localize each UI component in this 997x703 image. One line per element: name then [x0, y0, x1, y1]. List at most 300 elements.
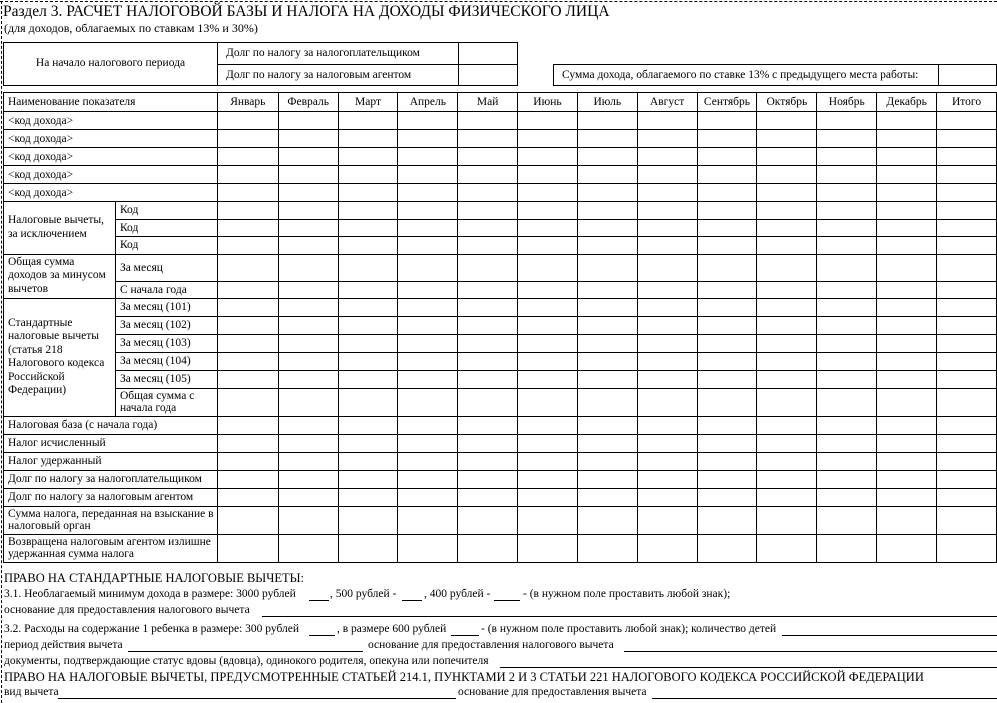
value-cell[interactable]	[518, 488, 578, 506]
value-cell[interactable]	[817, 316, 877, 334]
value-cell[interactable]	[518, 166, 578, 184]
income-code-cell[interactable]: <код дохода>	[4, 112, 218, 130]
value-cell[interactable]	[458, 237, 518, 255]
value-cell[interactable]	[877, 488, 937, 506]
value-cell[interactable]	[757, 506, 817, 534]
value-cell[interactable]	[937, 219, 997, 237]
value-cell[interactable]	[458, 470, 518, 488]
value-cell[interactable]	[697, 470, 757, 488]
value-cell[interactable]	[637, 534, 697, 562]
value-cell[interactable]	[338, 148, 398, 166]
deduction-code[interactable]: Код	[115, 237, 217, 255]
value-cell[interactable]	[637, 148, 697, 166]
value-cell[interactable]	[577, 166, 637, 184]
value-cell[interactable]	[817, 470, 877, 488]
value-cell[interactable]	[217, 184, 278, 202]
value-cell[interactable]	[278, 202, 338, 220]
value-cell[interactable]	[398, 254, 458, 281]
value-cell[interactable]	[637, 166, 697, 184]
value-cell[interactable]	[518, 184, 578, 202]
value-cell[interactable]	[817, 219, 877, 237]
value-cell[interactable]	[937, 434, 997, 452]
value-cell[interactable]	[577, 434, 637, 452]
value-cell[interactable]	[398, 388, 458, 416]
p31-500-field[interactable]	[402, 600, 422, 601]
value-cell[interactable]	[637, 184, 697, 202]
value-cell[interactable]	[697, 534, 757, 562]
value-cell[interactable]	[817, 370, 877, 388]
basis2-field[interactable]	[624, 651, 997, 652]
value-cell[interactable]	[217, 370, 278, 388]
value-cell[interactable]	[817, 148, 877, 166]
value-cell[interactable]	[518, 202, 578, 220]
value-cell[interactable]	[577, 370, 637, 388]
value-cell[interactable]	[697, 334, 757, 352]
value-cell[interactable]	[217, 130, 278, 148]
value-cell[interactable]	[518, 470, 578, 488]
value-cell[interactable]	[937, 202, 997, 220]
p32-600-field[interactable]	[451, 635, 479, 636]
value-cell[interactable]	[398, 434, 458, 452]
value-cell[interactable]	[577, 452, 637, 470]
value-cell[interactable]	[757, 470, 817, 488]
value-cell[interactable]	[757, 416, 817, 434]
value-cell[interactable]	[817, 434, 877, 452]
value-cell[interactable]	[577, 184, 637, 202]
value-cell[interactable]	[217, 316, 278, 334]
value-cell[interactable]	[518, 237, 578, 255]
value-cell[interactable]	[458, 416, 518, 434]
value-cell[interactable]	[338, 298, 398, 316]
income-code-cell[interactable]: <код дохода>	[4, 184, 218, 202]
value-cell[interactable]	[697, 202, 757, 220]
value-cell[interactable]	[577, 219, 637, 237]
value-cell[interactable]	[757, 237, 817, 255]
value-cell[interactable]	[757, 434, 817, 452]
value-cell[interactable]	[398, 370, 458, 388]
value-cell[interactable]	[937, 470, 997, 488]
value-cell[interactable]	[398, 202, 458, 220]
value-cell[interactable]	[697, 298, 757, 316]
value-cell[interactable]	[637, 388, 697, 416]
value-cell[interactable]	[518, 148, 578, 166]
value-cell[interactable]	[278, 130, 338, 148]
value-cell[interactable]	[637, 130, 697, 148]
value-cell[interactable]	[338, 130, 398, 148]
value-cell[interactable]	[697, 388, 757, 416]
value-cell[interactable]	[817, 202, 877, 220]
value-cell[interactable]	[577, 352, 637, 370]
value-cell[interactable]	[697, 452, 757, 470]
value-cell[interactable]	[937, 281, 997, 298]
value-cell[interactable]	[458, 334, 518, 352]
value-cell[interactable]	[877, 352, 937, 370]
value-cell[interactable]	[877, 219, 937, 237]
children-count-field[interactable]	[782, 635, 997, 636]
value-cell[interactable]	[817, 254, 877, 281]
value-cell[interactable]	[518, 452, 578, 470]
value-cell[interactable]	[877, 506, 937, 534]
value-cell[interactable]	[757, 316, 817, 334]
value-cell[interactable]	[338, 452, 398, 470]
value-cell[interactable]	[577, 416, 637, 434]
value-cell[interactable]	[217, 416, 278, 434]
value-cell[interactable]	[937, 452, 997, 470]
value-cell[interactable]	[697, 352, 757, 370]
value-cell[interactable]	[278, 370, 338, 388]
value-cell[interactable]	[697, 112, 757, 130]
value-cell[interactable]	[937, 316, 997, 334]
value-cell[interactable]	[398, 506, 458, 534]
value-cell[interactable]	[637, 416, 697, 434]
value-cell[interactable]	[817, 112, 877, 130]
value-cell[interactable]	[937, 352, 997, 370]
value-cell[interactable]	[817, 334, 877, 352]
p32-300-field[interactable]	[309, 635, 335, 636]
value-cell[interactable]	[937, 488, 997, 506]
value-cell[interactable]	[757, 352, 817, 370]
value-cell[interactable]	[817, 166, 877, 184]
docs-field[interactable]	[500, 667, 997, 668]
value-cell[interactable]	[458, 370, 518, 388]
value-cell[interactable]	[817, 130, 877, 148]
value-cell[interactable]	[877, 184, 937, 202]
value-cell[interactable]	[877, 112, 937, 130]
value-cell[interactable]	[518, 334, 578, 352]
value-cell[interactable]	[697, 148, 757, 166]
value-cell[interactable]	[217, 488, 278, 506]
value-cell[interactable]	[278, 112, 338, 130]
value-cell[interactable]	[637, 316, 697, 334]
value-cell[interactable]	[577, 202, 637, 220]
value-cell[interactable]	[338, 316, 398, 334]
value-cell[interactable]	[458, 488, 518, 506]
value-cell[interactable]	[757, 148, 817, 166]
value-cell[interactable]	[757, 130, 817, 148]
value-cell[interactable]	[697, 130, 757, 148]
value-cell[interactable]	[697, 370, 757, 388]
value-cell[interactable]	[518, 506, 578, 534]
value-cell[interactable]	[338, 112, 398, 130]
value-cell[interactable]	[458, 148, 518, 166]
value-cell[interactable]	[458, 202, 518, 220]
value-cell[interactable]	[637, 281, 697, 298]
value-cell[interactable]	[757, 254, 817, 281]
value-cell[interactable]	[217, 334, 278, 352]
value-cell[interactable]	[757, 219, 817, 237]
value-cell[interactable]	[817, 488, 877, 506]
value-cell[interactable]	[398, 148, 458, 166]
value-cell[interactable]	[278, 298, 338, 316]
value-cell[interactable]	[637, 352, 697, 370]
value-cell[interactable]	[338, 202, 398, 220]
value-cell[interactable]	[518, 281, 578, 298]
value-cell[interactable]	[697, 254, 757, 281]
value-cell[interactable]	[278, 470, 338, 488]
value-cell[interactable]	[278, 416, 338, 434]
value-cell[interactable]	[278, 388, 338, 416]
value-cell[interactable]	[637, 254, 697, 281]
value-cell[interactable]	[877, 202, 937, 220]
value-cell[interactable]	[217, 166, 278, 184]
value-cell[interactable]	[217, 352, 278, 370]
value-cell[interactable]	[937, 506, 997, 534]
value-cell[interactable]	[458, 112, 518, 130]
value-cell[interactable]	[278, 219, 338, 237]
value-cell[interactable]	[877, 130, 937, 148]
value-cell[interactable]	[217, 202, 278, 220]
value-cell[interactable]	[518, 112, 578, 130]
value-cell[interactable]	[877, 148, 937, 166]
value-cell[interactable]	[877, 237, 937, 255]
value-cell[interactable]	[577, 334, 637, 352]
value-cell[interactable]	[278, 534, 338, 562]
value-cell[interactable]	[458, 281, 518, 298]
value-cell[interactable]	[398, 219, 458, 237]
value-cell[interactable]	[278, 506, 338, 534]
value-cell[interactable]	[518, 388, 578, 416]
value-cell[interactable]	[398, 316, 458, 334]
value-cell[interactable]	[817, 298, 877, 316]
value-cell[interactable]	[217, 254, 278, 281]
value-cell[interactable]	[817, 452, 877, 470]
value-cell[interactable]	[937, 148, 997, 166]
value-cell[interactable]	[217, 298, 278, 316]
value-cell[interactable]	[637, 334, 697, 352]
value-cell[interactable]	[937, 416, 997, 434]
value-cell[interactable]	[817, 184, 877, 202]
value-cell[interactable]	[637, 488, 697, 506]
value-cell[interactable]	[937, 298, 997, 316]
value-cell[interactable]	[877, 370, 937, 388]
value-cell[interactable]	[757, 112, 817, 130]
value-cell[interactable]	[278, 488, 338, 506]
value-cell[interactable]	[877, 334, 937, 352]
value-cell[interactable]	[577, 316, 637, 334]
value-cell[interactable]	[697, 184, 757, 202]
value-cell[interactable]	[338, 237, 398, 255]
value-cell[interactable]	[217, 506, 278, 534]
value-cell[interactable]	[278, 254, 338, 281]
value-cell[interactable]	[697, 506, 757, 534]
value-cell[interactable]	[757, 452, 817, 470]
value-cell[interactable]	[637, 112, 697, 130]
value-cell[interactable]	[398, 130, 458, 148]
value-cell[interactable]	[937, 370, 997, 388]
value-cell[interactable]	[637, 470, 697, 488]
value-cell[interactable]	[398, 298, 458, 316]
value-cell[interactable]	[637, 298, 697, 316]
value-cell[interactable]	[458, 298, 518, 316]
value-cell[interactable]	[458, 166, 518, 184]
debt-agent-field[interactable]	[458, 64, 518, 86]
value-cell[interactable]	[338, 534, 398, 562]
value-cell[interactable]	[278, 148, 338, 166]
value-cell[interactable]	[518, 534, 578, 562]
value-cell[interactable]	[937, 166, 997, 184]
value-cell[interactable]	[217, 388, 278, 416]
value-cell[interactable]	[877, 434, 937, 452]
value-cell[interactable]	[217, 237, 278, 255]
basis3-field[interactable]	[652, 698, 997, 699]
value-cell[interactable]	[518, 219, 578, 237]
value-cell[interactable]	[518, 298, 578, 316]
value-cell[interactable]	[757, 488, 817, 506]
value-cell[interactable]	[398, 184, 458, 202]
value-cell[interactable]	[338, 488, 398, 506]
value-cell[interactable]	[817, 388, 877, 416]
value-cell[interactable]	[637, 219, 697, 237]
value-cell[interactable]	[338, 184, 398, 202]
value-cell[interactable]	[518, 416, 578, 434]
value-cell[interactable]	[338, 254, 398, 281]
value-cell[interactable]	[697, 434, 757, 452]
value-cell[interactable]	[338, 470, 398, 488]
value-cell[interactable]	[217, 148, 278, 166]
value-cell[interactable]	[877, 254, 937, 281]
value-cell[interactable]	[877, 470, 937, 488]
value-cell[interactable]	[398, 452, 458, 470]
value-cell[interactable]	[817, 237, 877, 255]
income-code-cell[interactable]: <код дохода>	[4, 130, 218, 148]
value-cell[interactable]	[398, 352, 458, 370]
value-cell[interactable]	[937, 254, 997, 281]
value-cell[interactable]	[577, 281, 637, 298]
value-cell[interactable]	[278, 237, 338, 255]
value-cell[interactable]	[877, 416, 937, 434]
value-cell[interactable]	[697, 219, 757, 237]
value-cell[interactable]	[937, 237, 997, 255]
value-cell[interactable]	[398, 416, 458, 434]
value-cell[interactable]	[637, 452, 697, 470]
value-cell[interactable]	[877, 388, 937, 416]
value-cell[interactable]	[937, 334, 997, 352]
value-cell[interactable]	[458, 434, 518, 452]
value-cell[interactable]	[217, 434, 278, 452]
value-cell[interactable]	[278, 281, 338, 298]
value-cell[interactable]	[577, 488, 637, 506]
value-cell[interactable]	[637, 202, 697, 220]
value-cell[interactable]	[518, 254, 578, 281]
value-cell[interactable]	[278, 334, 338, 352]
value-cell[interactable]	[937, 184, 997, 202]
value-cell[interactable]	[697, 166, 757, 184]
basis-field[interactable]	[262, 616, 997, 617]
value-cell[interactable]	[757, 370, 817, 388]
value-cell[interactable]	[937, 388, 997, 416]
value-cell[interactable]	[577, 388, 637, 416]
value-cell[interactable]	[458, 254, 518, 281]
value-cell[interactable]	[458, 130, 518, 148]
value-cell[interactable]	[937, 112, 997, 130]
value-cell[interactable]	[217, 534, 278, 562]
value-cell[interactable]	[757, 184, 817, 202]
value-cell[interactable]	[398, 281, 458, 298]
value-cell[interactable]	[518, 352, 578, 370]
value-cell[interactable]	[398, 334, 458, 352]
value-cell[interactable]	[577, 148, 637, 166]
value-cell[interactable]	[518, 130, 578, 148]
value-cell[interactable]	[458, 352, 518, 370]
value-cell[interactable]	[877, 452, 937, 470]
value-cell[interactable]	[217, 112, 278, 130]
value-cell[interactable]	[278, 352, 338, 370]
value-cell[interactable]	[338, 416, 398, 434]
value-cell[interactable]	[757, 388, 817, 416]
value-cell[interactable]	[757, 166, 817, 184]
value-cell[interactable]	[637, 506, 697, 534]
value-cell[interactable]	[278, 452, 338, 470]
value-cell[interactable]	[278, 434, 338, 452]
p31-400-field[interactable]	[494, 600, 520, 601]
value-cell[interactable]	[458, 452, 518, 470]
value-cell[interactable]	[278, 166, 338, 184]
value-cell[interactable]	[458, 316, 518, 334]
value-cell[interactable]	[398, 534, 458, 562]
value-cell[interactable]	[217, 452, 278, 470]
income-code-cell[interactable]: <код дохода>	[4, 166, 218, 184]
value-cell[interactable]	[577, 130, 637, 148]
value-cell[interactable]	[577, 534, 637, 562]
value-cell[interactable]	[757, 334, 817, 352]
value-cell[interactable]	[577, 254, 637, 281]
value-cell[interactable]	[877, 316, 937, 334]
value-cell[interactable]	[398, 237, 458, 255]
value-cell[interactable]	[458, 534, 518, 562]
value-cell[interactable]	[518, 316, 578, 334]
value-cell[interactable]	[338, 281, 398, 298]
value-cell[interactable]	[278, 316, 338, 334]
value-cell[interactable]	[697, 488, 757, 506]
deduction-code[interactable]: Код	[115, 202, 217, 220]
value-cell[interactable]	[757, 281, 817, 298]
value-cell[interactable]	[217, 470, 278, 488]
value-cell[interactable]	[817, 352, 877, 370]
value-cell[interactable]	[637, 370, 697, 388]
value-cell[interactable]	[458, 219, 518, 237]
value-cell[interactable]	[697, 237, 757, 255]
value-cell[interactable]	[577, 237, 637, 255]
value-cell[interactable]	[937, 130, 997, 148]
value-cell[interactable]	[338, 334, 398, 352]
value-cell[interactable]	[817, 534, 877, 562]
value-cell[interactable]	[637, 434, 697, 452]
value-cell[interactable]	[217, 219, 278, 237]
value-cell[interactable]	[877, 281, 937, 298]
value-cell[interactable]	[398, 112, 458, 130]
value-cell[interactable]	[937, 534, 997, 562]
value-cell[interactable]	[817, 281, 877, 298]
value-cell[interactable]	[637, 237, 697, 255]
value-cell[interactable]	[398, 470, 458, 488]
value-cell[interactable]	[577, 112, 637, 130]
value-cell[interactable]	[217, 281, 278, 298]
value-cell[interactable]	[458, 388, 518, 416]
prev-job-income-field[interactable]	[938, 64, 997, 86]
value-cell[interactable]	[877, 166, 937, 184]
value-cell[interactable]	[877, 298, 937, 316]
value-cell[interactable]	[757, 202, 817, 220]
value-cell[interactable]	[338, 506, 398, 534]
value-cell[interactable]	[518, 370, 578, 388]
value-cell[interactable]	[817, 506, 877, 534]
value-cell[interactable]	[518, 434, 578, 452]
value-cell[interactable]	[278, 184, 338, 202]
deduction-code[interactable]: Код	[115, 219, 217, 237]
value-cell[interactable]	[338, 388, 398, 416]
period-field[interactable]	[128, 651, 363, 652]
value-cell[interactable]	[458, 506, 518, 534]
